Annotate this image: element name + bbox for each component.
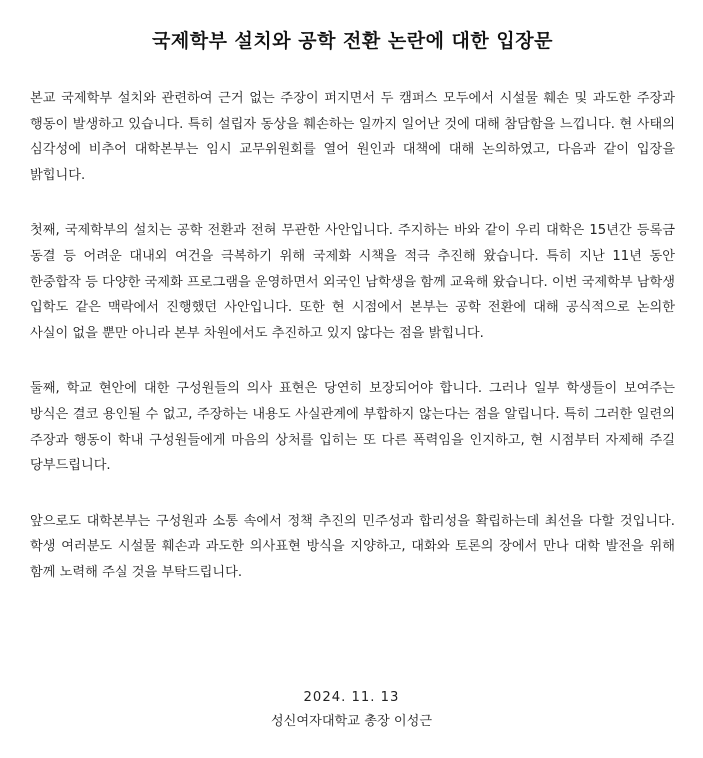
paragraph-intro: 본교 국제학부 설치와 관련하여 근거 없는 주장이 퍼지면서 두 캠퍼스 모두에서 시설물 훼손 및 과도한 주장과 행동이 발생하고 있습니다. 특히 설립자 동상을 훼손하는 일까지 일어난 것에 대해 참담함을 느낍니다. 현 사태의 심각성에 비추어 대학본부는 임시 교무위원회를 열어 원인과 대책에 대해 논의하였고, 다음과 같이 입장을 밝힙니다. — [30, 91, 675, 183]
document-body — [30, 86, 675, 586]
document-title: 국제학부 설치와 공학 전환 논란에 대한 입장문 — [152, 30, 553, 52]
document-date: 2024. 11. 13 — [303, 690, 400, 705]
paragraph-first: 첫째, 국제학부의 설치는 공학 전환과 전혀 무관한 사안입니다. 주지하는 바와 같이 우리 대학은 15년간 등록금 동결 등 어려운 대내외 여건을 극복하기 위해 국제화 시책을 적극 추진해 왔습니다. 특히 지난 11년 동안 한중합작 등 다양한 국제화 프로그램을 운영하면서 외국인 남학생을 함께 교육해 왔습니다. 이번 국제학부 남학생 입학도 같은 맥락에서 진행했던 사안입니다. 또한 현 시점에서 본부는 공학 전환에 대해 공식적으로 논의한 사실이 없을 뿐만 아니라 본부 차원에서도 추진하고 있지 않다는 점을 밝힙니다. — [30, 223, 675, 341]
signatory-name: 성신여자대학교 총장 이성근 — [270, 714, 433, 729]
paragraph-second: 둘째, 학교 현안에 대한 구성원들의 의사 표현은 당연히 보장되어야 합니다. 그러나 일부 학생들이 보여주는 방식은 결코 용인될 수 없고, 주장하는 내용도 사실관계에 부합하지 않는다는 점을 알립니다. 특히 그러한 일련의 주장과 행동이 학내 구성원들에게 마음의 상처를 입히는 또 다른 폭력임을 인지하고, 현 시점부터 자제해 주길 당부드립니다. — [30, 381, 675, 474]
paragraph-closing: 앞으로도 대학본부는 구성원과 소통 속에서 정책 추진의 민주성과 합리성을 확립하는데 최선을 다할 것입니다. 학생 여러분도 시설물 훼손과 과도한 의사표현 방식을 지양하고, 대화와 토론의 장에서 만나 대학 발전을 위해 함께 노력해 주실 것을 부탁드립니다. — [30, 513, 675, 580]
signature-block — [0, 686, 703, 734]
